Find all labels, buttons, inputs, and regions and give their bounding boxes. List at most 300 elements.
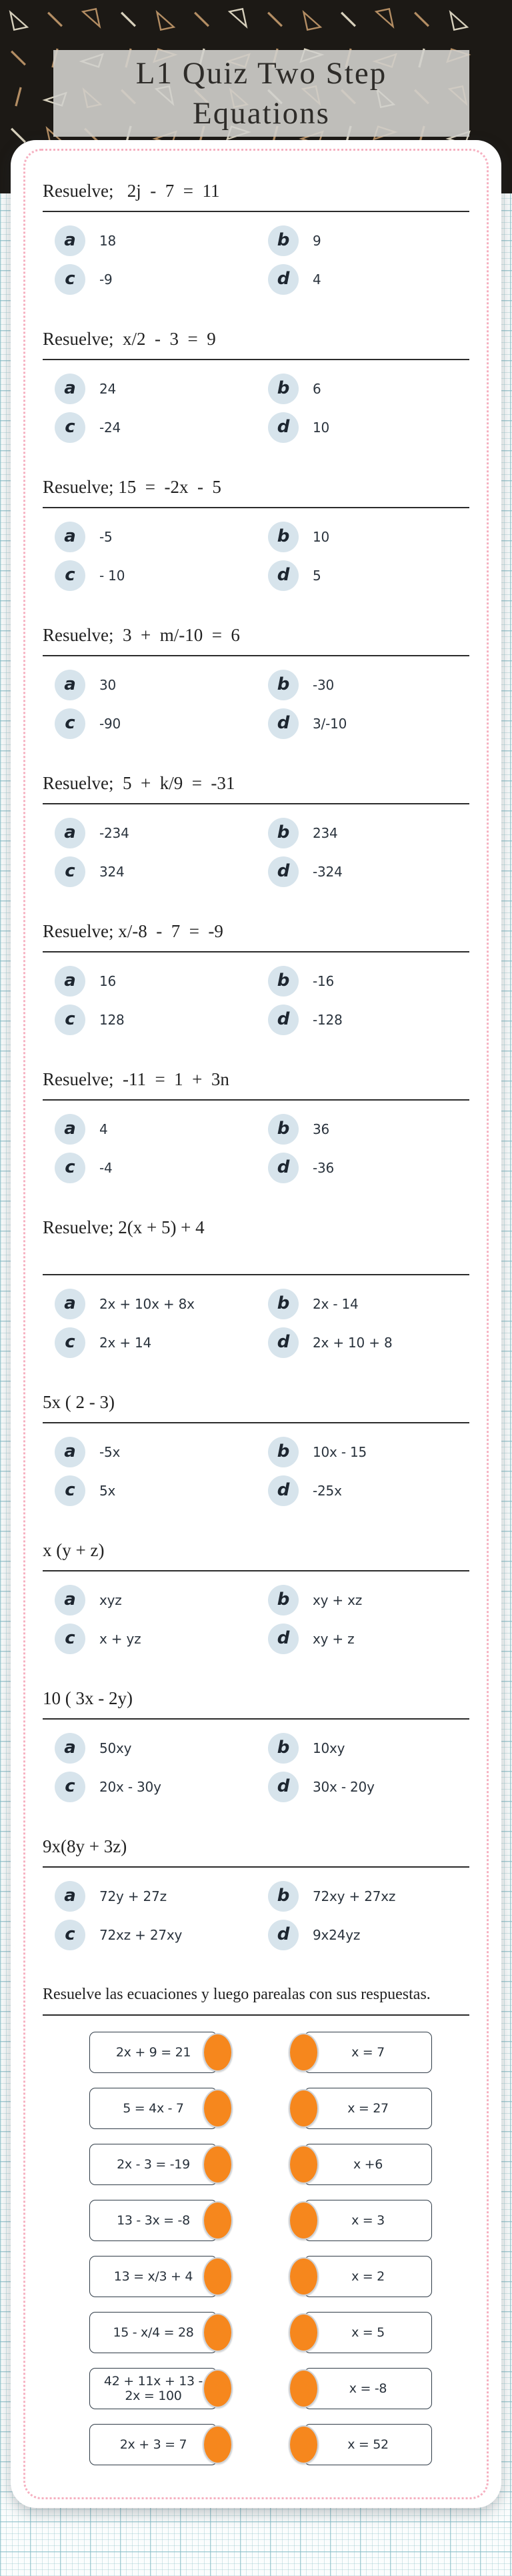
answer-option-c[interactable]	[43, 560, 256, 591]
options-grid	[43, 1289, 469, 1358]
option-letter-badge	[55, 966, 85, 997]
answer-option-b[interactable]	[256, 818, 469, 848]
option-text: -90	[99, 716, 121, 732]
answer-option-b[interactable]	[256, 1437, 469, 1467]
match-row	[43, 2200, 469, 2241]
question-block	[43, 327, 469, 443]
option-text: 128	[99, 1012, 125, 1028]
option-text: -36	[313, 1160, 335, 1176]
answer-option-c[interactable]	[43, 1153, 256, 1183]
match-equation-text: 2x - 3 = -19	[117, 2157, 190, 2172]
answer-option-d[interactable]	[256, 560, 469, 591]
question-divider	[43, 1570, 469, 1571]
option-letter: a	[64, 526, 76, 546]
option-letter: d	[277, 1332, 290, 1352]
match-equation-text: 2x + 3 = 7	[119, 2437, 187, 2452]
question-block	[43, 1686, 469, 1802]
answer-option-c[interactable]	[43, 708, 256, 739]
option-text: 50xy	[99, 1740, 132, 1756]
option-letter-badge	[55, 522, 85, 552]
match-answer-box[interactable]	[304, 2256, 432, 2297]
option-text: 5x	[99, 1483, 116, 1499]
answer-option-d[interactable]	[256, 412, 469, 443]
question-divider	[43, 951, 469, 952]
option-letter: c	[65, 1924, 75, 1944]
answer-option-c[interactable]	[43, 264, 256, 295]
option-letter: b	[277, 674, 290, 694]
options-grid	[43, 1114, 469, 1183]
match-row	[43, 2368, 469, 2409]
option-letter: a	[64, 674, 76, 694]
match-connector-dot[interactable]	[203, 2313, 233, 2352]
match-connector-dot[interactable]	[289, 2201, 319, 2240]
answer-option-b[interactable]	[256, 1114, 469, 1145]
match-equation-box[interactable]	[89, 2424, 217, 2465]
option-text: -5x	[99, 1444, 121, 1460]
question-block	[43, 1834, 469, 1950]
match-connector-dot[interactable]	[289, 2313, 319, 2352]
option-text: 72y + 27z	[99, 1888, 167, 1904]
option-letter: b	[277, 230, 290, 250]
option-letter: c	[65, 1776, 75, 1796]
match-equation-box[interactable]	[89, 2144, 217, 2185]
question-divider	[43, 507, 469, 508]
match-answer-text: x = 7	[351, 2045, 385, 2060]
options-grid	[43, 1585, 469, 1654]
question-divider	[43, 1866, 469, 1868]
option-letter-badge	[268, 1920, 299, 1950]
answer-option-d[interactable]	[256, 1153, 469, 1183]
option-text: xy + z	[313, 1631, 355, 1647]
match-connector-dot[interactable]	[203, 2145, 233, 2184]
match-equation-text: 13 - 3x = -8	[117, 2213, 190, 2228]
match-equation-box[interactable]	[89, 2256, 217, 2297]
option-letter-badge	[55, 560, 85, 591]
question-prompt: Resuelve; 2(x + 5) + 4	[43, 1217, 205, 1237]
option-letter-badge	[268, 818, 299, 848]
option-letter-badge	[268, 1585, 299, 1616]
match-connector-dot[interactable]	[203, 2369, 233, 2408]
question-prompt: Resuelve; 3 + m/-10 = 6	[43, 625, 240, 645]
match-row	[43, 2256, 469, 2297]
match-answer-text: x = 52	[347, 2437, 389, 2452]
question-prompt: Resuelve; 5 + k/9 = -31	[43, 773, 235, 793]
option-text: 2x + 10x + 8x	[99, 1296, 195, 1312]
option-text: 18	[99, 233, 117, 249]
question-divider	[43, 1422, 469, 1423]
match-answer-text: x = -8	[349, 2381, 387, 2396]
option-text: x + yz	[99, 1631, 141, 1647]
options-grid	[43, 1437, 469, 1506]
answer-option-d[interactable]	[256, 1475, 469, 1506]
answer-option-d[interactable]	[256, 1624, 469, 1654]
option-text: -4	[99, 1160, 113, 1176]
option-letter-badge	[55, 708, 85, 739]
quiz-card	[11, 140, 501, 2508]
question-divider	[43, 211, 469, 212]
option-letter: b	[277, 1293, 290, 1313]
option-text: 10x - 15	[313, 1444, 367, 1460]
option-text: -16	[313, 973, 335, 989]
answer-option-c[interactable]	[43, 1772, 256, 1802]
option-letter-badge	[268, 264, 299, 295]
option-letter-badge	[268, 522, 299, 552]
option-text: 9	[313, 233, 321, 249]
match-equation-text: 42 + 11x + 13 - 2x = 100	[103, 2374, 203, 2403]
options-grid	[43, 374, 469, 443]
option-letter-badge	[55, 1772, 85, 1802]
option-letter-badge	[55, 1153, 85, 1183]
match-connector-dot[interactable]	[203, 2425, 233, 2464]
option-text: - 10	[99, 568, 125, 584]
option-text: -128	[313, 1012, 343, 1028]
option-letter: d	[277, 1157, 290, 1177]
match-connector-dot[interactable]	[203, 2089, 233, 2128]
option-text: 72xy + 27xz	[313, 1888, 396, 1904]
option-letter-badge	[268, 1153, 299, 1183]
match-answer-box[interactable]	[304, 2144, 432, 2185]
option-letter-badge	[268, 412, 299, 443]
match-connector-dot[interactable]	[289, 2089, 319, 2128]
question-block	[43, 771, 469, 887]
answer-option-b[interactable]	[256, 374, 469, 404]
question-divider	[43, 1718, 469, 1720]
match-equation-box[interactable]	[89, 2088, 217, 2129]
question-block	[43, 179, 469, 295]
match-answer-text: x = 3	[351, 2213, 385, 2228]
answer-option-d[interactable]	[256, 1772, 469, 1802]
answer-option-c[interactable]	[43, 1920, 256, 1950]
answer-option-b[interactable]	[256, 1585, 469, 1616]
question-divider	[43, 803, 469, 804]
matching-divider	[43, 2014, 469, 2016]
option-letter: a	[64, 1119, 76, 1139]
match-connector-dot[interactable]	[203, 2257, 233, 2296]
questions-list	[43, 179, 469, 1950]
match-answer-text: x = 27	[347, 2101, 389, 2116]
option-text: -25x	[313, 1483, 342, 1499]
match-connector-dot[interactable]	[203, 2201, 233, 2240]
option-text: -324	[313, 864, 343, 880]
option-text: 10	[313, 529, 330, 545]
question-divider	[43, 359, 469, 360]
option-text: 36	[313, 1121, 330, 1137]
option-text: 72xz + 27xy	[99, 1927, 183, 1943]
option-text: 4	[313, 271, 321, 287]
option-letter: c	[65, 1628, 75, 1648]
option-letter-badge	[55, 1920, 85, 1950]
match-connector-dot[interactable]	[289, 2033, 319, 2072]
answer-option-a[interactable]	[43, 1585, 256, 1616]
option-letter: c	[65, 417, 75, 437]
option-letter-badge	[55, 1327, 85, 1358]
answer-option-a[interactable]	[43, 1733, 256, 1764]
answer-option-b[interactable]	[256, 1881, 469, 1912]
option-letter-badge	[268, 966, 299, 997]
option-letter: b	[277, 1738, 290, 1758]
option-letter-badge	[268, 225, 299, 256]
match-answer-box[interactable]	[304, 2424, 432, 2465]
option-text: 30x - 20y	[313, 1779, 375, 1795]
question-prompt: x (y + z)	[43, 1540, 105, 1560]
answer-option-a[interactable]	[43, 1437, 256, 1467]
match-answer-box[interactable]	[304, 2088, 432, 2129]
option-letter-badge	[268, 1327, 299, 1358]
answer-option-d[interactable]	[256, 1005, 469, 1035]
option-text: 16	[99, 973, 117, 989]
question-prompt: 9x(8y + 3z)	[43, 1836, 127, 1856]
answer-option-a[interactable]	[43, 1881, 256, 1912]
options-grid	[43, 522, 469, 591]
option-text: 10	[313, 420, 330, 436]
question-divider	[43, 1099, 469, 1101]
option-letter: d	[277, 861, 290, 881]
answer-option-d[interactable]	[256, 708, 469, 739]
option-letter: d	[277, 269, 290, 289]
option-letter-badge	[55, 1881, 85, 1912]
answer-option-d[interactable]	[256, 856, 469, 887]
option-text: 20x - 30y	[99, 1779, 161, 1795]
option-letter: d	[277, 1480, 290, 1500]
answer-option-b[interactable]	[256, 522, 469, 552]
answer-option-a[interactable]	[43, 1114, 256, 1145]
option-letter: d	[277, 1776, 290, 1796]
option-letter-badge	[55, 670, 85, 700]
question-prompt: 5x ( 2 - 3)	[43, 1392, 115, 1412]
option-letter-badge	[55, 1624, 85, 1654]
answer-option-c[interactable]	[43, 1624, 256, 1654]
match-answer-text: x = 2	[351, 2269, 385, 2284]
question-prompt: Resuelve; 2j - 7 = 11	[43, 181, 220, 201]
match-equation-box[interactable]	[89, 2312, 217, 2353]
match-equation-box[interactable]	[89, 2032, 217, 2073]
option-letter-badge	[268, 374, 299, 404]
option-text: 2x + 14	[99, 1335, 152, 1351]
answer-option-a[interactable]	[43, 374, 256, 404]
options-grid	[43, 1881, 469, 1950]
option-letter-badge	[268, 708, 299, 739]
option-letter: c	[65, 1480, 75, 1500]
match-answer-text: x +6	[353, 2157, 383, 2172]
match-answer-box[interactable]	[304, 2368, 432, 2409]
option-text: 5	[313, 568, 321, 584]
option-letter: c	[65, 269, 75, 289]
question-block	[43, 919, 469, 1035]
question-prompt: Resuelve; -11 = 1 + 3n	[43, 1069, 229, 1089]
option-letter: a	[64, 378, 76, 398]
option-letter-badge	[55, 374, 85, 404]
match-row	[43, 2088, 469, 2129]
option-text: 4	[99, 1121, 108, 1137]
answer-option-b[interactable]	[256, 1289, 469, 1319]
option-text: -9	[99, 271, 113, 287]
option-letter: a	[64, 1738, 76, 1758]
option-letter: b	[277, 822, 290, 842]
answer-option-b[interactable]	[256, 1733, 469, 1764]
answer-option-a[interactable]	[43, 818, 256, 848]
option-letter: a	[64, 1293, 76, 1313]
answer-option-d[interactable]	[256, 264, 469, 295]
matching-prompt: Resuelve las ecuaciones y luego parealas con sus respuestas.	[43, 1986, 431, 2003]
option-text: xyz	[99, 1592, 122, 1608]
option-letter: a	[64, 1589, 76, 1609]
answer-option-c[interactable]	[43, 1327, 256, 1358]
option-letter: b	[277, 1441, 290, 1461]
option-letter-badge	[55, 1437, 85, 1467]
option-letter-badge	[55, 1005, 85, 1035]
question-block	[43, 1390, 469, 1506]
option-letter: a	[64, 971, 76, 991]
option-letter-badge	[268, 1733, 299, 1764]
option-letter: c	[65, 713, 75, 733]
option-letter-badge	[55, 856, 85, 887]
answer-option-a[interactable]	[43, 1289, 256, 1319]
match-answer-text: x = 5	[351, 2325, 385, 2340]
option-letter-badge	[55, 1585, 85, 1616]
match-answer-box[interactable]	[304, 2032, 432, 2073]
option-letter: d	[277, 1924, 290, 1944]
match-connector-dot[interactable]	[203, 2033, 233, 2072]
question-block	[43, 475, 469, 591]
option-letter: c	[65, 1332, 75, 1352]
question-block	[43, 1538, 469, 1654]
answer-option-a[interactable]	[43, 670, 256, 700]
answer-option-a[interactable]	[43, 225, 256, 256]
answer-option-b[interactable]	[256, 670, 469, 700]
option-text: -234	[99, 825, 129, 841]
option-letter: a	[64, 1886, 76, 1906]
option-letter: a	[64, 822, 76, 842]
answer-option-c[interactable]	[43, 856, 256, 887]
option-text: 234	[313, 825, 338, 841]
match-connector-dot[interactable]	[289, 2257, 319, 2296]
option-text: 2x + 10 + 8	[313, 1335, 393, 1351]
option-letter-badge	[268, 1772, 299, 1802]
match-equation-text: 5 = 4x - 7	[123, 2101, 184, 2116]
answer-option-c[interactable]	[43, 1475, 256, 1506]
answer-option-a[interactable]	[43, 966, 256, 997]
option-letter: a	[64, 230, 76, 250]
options-grid	[43, 818, 469, 887]
quiz-title-line-2: Equations	[193, 96, 330, 131]
option-letter: c	[65, 861, 75, 881]
option-letter-badge	[55, 818, 85, 848]
option-letter-badge	[55, 1114, 85, 1145]
option-letter: c	[65, 565, 75, 585]
option-letter-badge	[268, 1289, 299, 1319]
match-row	[43, 2424, 469, 2465]
answer-option-c[interactable]	[43, 412, 256, 443]
option-letter-badge	[55, 264, 85, 295]
match-connector-dot[interactable]	[289, 2145, 319, 2184]
option-text: xy + xz	[313, 1592, 363, 1608]
option-letter-badge	[55, 1289, 85, 1319]
question-prompt: Resuelve; 15 = -2x - 5	[43, 477, 221, 497]
option-letter: b	[277, 378, 290, 398]
match-equation-text: 2x + 9 = 21	[115, 2045, 191, 2060]
match-row	[43, 2312, 469, 2353]
quiz-title-line-1: L1 Quiz Two Step	[135, 56, 387, 91]
option-text: -24	[99, 420, 121, 436]
question-prompt: 10 ( 3x - 2y)	[43, 1688, 133, 1708]
question-divider	[43, 1274, 469, 1275]
triangle-ruler-icon	[437, 0, 481, 42]
matching-list	[43, 2032, 469, 2465]
answer-option-c[interactable]	[43, 1005, 256, 1035]
match-answer-box[interactable]	[304, 2200, 432, 2241]
option-letter-badge	[55, 1475, 85, 1506]
option-letter: b	[277, 971, 290, 991]
options-grid	[43, 966, 469, 1035]
option-letter-badge	[268, 670, 299, 700]
answer-option-a[interactable]	[43, 522, 256, 552]
options-grid	[43, 670, 469, 739]
option-text: -5	[99, 529, 113, 545]
option-letter: d	[277, 713, 290, 733]
answer-option-d[interactable]	[256, 1920, 469, 1950]
option-letter-badge	[268, 560, 299, 591]
option-text: 324	[99, 864, 125, 880]
option-letter-badge	[268, 1475, 299, 1506]
option-text: 30	[99, 677, 117, 693]
option-letter-badge	[55, 412, 85, 443]
matching-section	[43, 1982, 469, 2465]
option-letter-badge	[268, 1005, 299, 1035]
match-equation-box[interactable]	[89, 2200, 217, 2241]
match-row	[43, 2032, 469, 2073]
option-letter: b	[277, 1589, 290, 1609]
option-letter-badge	[268, 856, 299, 887]
match-equation-box[interactable]	[89, 2368, 217, 2409]
option-letter: c	[65, 1009, 75, 1029]
match-row	[43, 2144, 469, 2185]
option-text: 9x24yz	[313, 1927, 361, 1943]
options-grid	[43, 225, 469, 295]
option-letter-badge	[268, 1624, 299, 1654]
option-letter-badge	[55, 225, 85, 256]
title-banner	[53, 50, 469, 137]
match-connector-dot[interactable]	[289, 2425, 319, 2464]
option-letter: d	[277, 1009, 290, 1029]
option-text: 3/-10	[313, 716, 347, 732]
question-block	[43, 1215, 469, 1358]
answer-option-d[interactable]	[256, 1327, 469, 1358]
match-equation-text: 15 - x/4 = 28	[113, 2325, 194, 2340]
option-text: 2x - 14	[313, 1296, 359, 1312]
match-connector-dot[interactable]	[289, 2369, 319, 2408]
answer-option-b[interactable]	[256, 966, 469, 997]
option-letter: d	[277, 1628, 290, 1648]
option-letter-badge	[268, 1114, 299, 1145]
question-block	[43, 623, 469, 739]
option-text: 10xy	[313, 1740, 345, 1756]
options-grid	[43, 1733, 469, 1802]
match-equation-text: 13 = x/3 + 4	[113, 2269, 193, 2284]
option-letter-badge	[55, 1733, 85, 1764]
option-text: -30	[313, 677, 335, 693]
answer-option-b[interactable]	[256, 225, 469, 256]
question-prompt: Resuelve; x/2 - 3 = 9	[43, 329, 216, 349]
option-letter: c	[65, 1157, 75, 1177]
option-letter: d	[277, 417, 290, 437]
option-letter: b	[277, 1886, 290, 1906]
option-letter-badge	[268, 1881, 299, 1912]
option-text: 6	[313, 381, 321, 397]
question-prompt: Resuelve; x/-8 - 7 = -9	[43, 921, 223, 941]
question-block	[43, 1067, 469, 1183]
option-letter: b	[277, 1119, 290, 1139]
match-answer-box[interactable]	[304, 2312, 432, 2353]
